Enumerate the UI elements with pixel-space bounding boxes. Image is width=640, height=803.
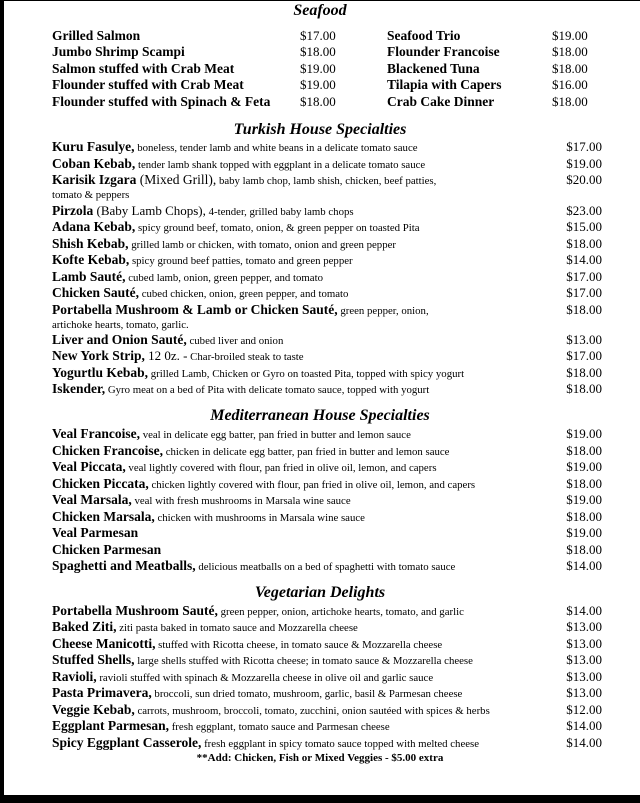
menu-item-description: green pepper, onion, artichoke hearts, tomato, and garlic xyxy=(217,606,464,618)
menu-item xyxy=(52,685,602,701)
menu-item-description: Char-broiled steak to taste xyxy=(187,351,304,363)
menu-item xyxy=(52,542,602,558)
menu-item-description: carrots, mushroom, broccoli, tomato, zucchini, onion sautéed with spices & herbs xyxy=(134,705,490,717)
menu-item-price: $13.00 xyxy=(566,332,602,347)
menu-item xyxy=(52,558,602,574)
menu-item-price: $14.00 xyxy=(566,252,602,267)
seafood-item-name: Flounder stuffed with Crab Meat xyxy=(52,77,244,92)
add-on-note: **Add: Chicken, Fish or Mixed Veggies - $5.00 extra xyxy=(196,752,444,764)
menu-item-price: $18.00 xyxy=(566,365,602,380)
menu-item-description: cubed liver and onion xyxy=(186,335,284,347)
menu-item-price: $18.00 xyxy=(566,542,602,557)
menu-item-description: baby lamb chop, lamb shish, chicken, beef patties, xyxy=(216,175,437,187)
top-border xyxy=(0,0,640,1)
seafood-item-price: $19.00 xyxy=(300,77,336,92)
seafood-item-name: Flounder stuffed with Spinach & Feta xyxy=(52,94,271,109)
menu-item-name: Adana Kebab, xyxy=(52,219,136,234)
menu-item-description: veal in delicate egg batter, pan fried in butter and lemon sauce xyxy=(140,429,411,441)
menu-item-name: New York Strip, xyxy=(52,348,145,363)
menu-item-name: Veal Piccata, xyxy=(52,459,126,474)
menu-item xyxy=(52,203,602,219)
section-title-vegetarian: Vegetarian Delights xyxy=(254,584,386,601)
menu-item xyxy=(52,525,602,541)
menu-item xyxy=(52,172,602,188)
menu-item-name: Portabella Mushroom Sauté, xyxy=(52,603,218,618)
menu-item-name: Yogurtlu Kebab, xyxy=(52,365,149,380)
menu-item-name: Chicken Sauté, xyxy=(52,285,140,300)
menu-item xyxy=(52,603,602,619)
seafood-item-price: $18.00 xyxy=(300,94,336,109)
seafood-item-name: Blackened Tuna xyxy=(387,61,480,76)
menu-item xyxy=(52,365,602,381)
menu-item-price: $17.00 xyxy=(566,285,602,300)
menu-item-name: Coban Kebab, xyxy=(52,156,136,171)
menu-item-price: $13.00 xyxy=(566,619,602,634)
menu-item-price: $17.00 xyxy=(566,348,602,363)
menu-item-description: chicken lightly covered with flour, pan fried in olive oil, lemon, and capers xyxy=(148,479,476,491)
menu-item-name: Spicy Eggplant Casserole, xyxy=(52,735,202,750)
menu-item-price: $19.00 xyxy=(566,525,602,540)
menu-item xyxy=(52,332,602,348)
menu-item-description: ravioli stuffed with spinach & Mozzarella cheese in olive oil and garlic sauce xyxy=(96,672,434,684)
seafood-item-name: Salmon stuffed with Crab Meat xyxy=(52,61,235,76)
seafood-item-name: Grilled Salmon xyxy=(52,28,141,43)
menu-item-name: Ravioli, xyxy=(52,669,97,684)
seafood-item-name: Flounder Francoise xyxy=(387,44,500,59)
menu-item-price: $20.00 xyxy=(566,172,602,187)
menu-item-description: veal lightly covered with flour, pan fried in olive oil, lemon, and capers xyxy=(125,462,437,474)
menu-item xyxy=(52,252,602,268)
menu-item xyxy=(52,348,602,364)
menu-item-description: broccoli, sun dried tomato, mushroom, garlic, basil & Parmesan cheese xyxy=(151,688,463,700)
menu-item-description: boneless, tender lamb and white beans in a delicate tomato sauce xyxy=(134,142,418,154)
menu-item-price: $14.00 xyxy=(566,603,602,618)
menu-item-description: grilled lamb or chicken, with tomato, onion and green pepper xyxy=(128,239,396,251)
menu-item-price: $19.00 xyxy=(566,492,602,507)
menu-item-price: $14.00 xyxy=(566,735,602,750)
menu-item xyxy=(52,219,602,235)
menu-item-description: green pepper, onion, xyxy=(337,305,429,317)
menu-item-price: $19.00 xyxy=(566,156,602,171)
menu-item-description: 4-tender, grilled baby lamb chops xyxy=(205,206,354,218)
menu-item-name: Chicken Francoise, xyxy=(52,443,163,458)
menu-item-price: $13.00 xyxy=(566,685,602,700)
menu-item-price: $18.00 xyxy=(566,236,602,251)
menu-item-name: Kofte Kebab, xyxy=(52,252,130,267)
menu-item-name: Iskender, xyxy=(52,381,106,396)
menu-item-description: Gyro meat on a bed of Pita with delicate tomato sauce, topped with yogurt xyxy=(105,384,430,396)
menu-item-price: $17.00 xyxy=(566,139,602,154)
menu-item xyxy=(52,702,602,718)
menu-item-price: $23.00 xyxy=(566,203,602,218)
menu-item-price: $18.00 xyxy=(566,302,602,317)
menu-item-description: stuffed with Ricotta cheese, in tomato sauce & Mozzarella cheese xyxy=(155,639,443,651)
seafood-item-name: Crab Cake Dinner xyxy=(387,94,495,109)
menu-item-name: Baked Ziti, xyxy=(52,619,117,634)
menu-item xyxy=(52,669,602,685)
seafood-item-price: $18.00 xyxy=(552,61,588,76)
menu-item-name: Veggie Kebab, xyxy=(52,702,135,717)
seafood-item-name: Seafood Trio xyxy=(387,28,461,43)
menu-item-name: Portabella Mushroom & Lamb or Chicken Sauté, xyxy=(52,302,338,317)
menu-item-description-continued: artichoke hearts, tomato, garlic. xyxy=(52,319,189,331)
menu-item xyxy=(52,735,602,751)
menu-item-description: cubed chicken, onion, green pepper, and tomato xyxy=(139,288,349,300)
menu-item-description: fresh eggplant in spicy tomato sauce topped with melted cheese xyxy=(201,738,480,750)
menu-item-name-suffix: (Baby Lamb Chops), xyxy=(93,203,206,218)
menu-item-description: large shells stuffed with Ricotta cheese; in tomato sauce & Mozzarella cheese xyxy=(134,655,473,667)
menu-item xyxy=(52,381,602,397)
bottom-border xyxy=(0,795,640,803)
menu-item-description-continued: tomato & peppers xyxy=(52,189,130,201)
menu-item xyxy=(52,636,602,652)
menu-item-name-suffix: 12 0z. - xyxy=(144,348,188,363)
seafood-item-price: $16.00 xyxy=(552,77,588,92)
menu-item xyxy=(52,492,602,508)
menu-item-name: Karisik Izgara xyxy=(52,172,137,187)
menu-item-description: ziti pasta baked in tomato sauce and Mozzarella cheese xyxy=(116,622,358,634)
menu-item xyxy=(52,718,602,734)
menu-item-name: Chicken Piccata, xyxy=(52,476,149,491)
menu-item-price: $19.00 xyxy=(566,426,602,441)
menu-item-price: $18.00 xyxy=(566,443,602,458)
seafood-item-price: $18.00 xyxy=(300,44,336,59)
menu-item-description: spicy ground beef patties, tomato and green pepper xyxy=(129,255,353,267)
menu-item-description: veal with fresh mushrooms in Marsala wine sauce xyxy=(131,495,351,507)
section-title-seafood: Seafood xyxy=(293,2,347,19)
menu-item-name: Liver and Onion Sauté, xyxy=(52,332,187,347)
seafood-item-price: $18.00 xyxy=(552,44,588,59)
menu-item xyxy=(52,509,602,525)
menu-item-name: Eggplant Parmesan, xyxy=(52,718,170,733)
menu-item xyxy=(52,476,602,492)
seafood-item-price: $17.00 xyxy=(300,28,336,43)
menu-item-name: Veal Francoise, xyxy=(52,426,140,441)
menu-item-name: Stuffed Shells, xyxy=(52,652,135,667)
menu-item-name: Veal Marsala, xyxy=(52,492,132,507)
menu-item-description: delicious meatballs on a bed of spaghetti with tomato sauce xyxy=(195,561,456,573)
menu-item-name: Chicken Parmesan xyxy=(52,542,162,557)
menu-item xyxy=(52,443,602,459)
menu-item-price: $12.00 xyxy=(566,702,602,717)
menu-item-price: $19.00 xyxy=(566,459,602,474)
menu-item-price: $13.00 xyxy=(566,636,602,651)
menu-item-price: $18.00 xyxy=(566,476,602,491)
menu-item-price: $15.00 xyxy=(566,219,602,234)
menu-item xyxy=(52,302,602,318)
seafood-item-name: Tilapia with Capers xyxy=(387,77,502,92)
menu-item-description: chicken with mushrooms in Marsala wine sauce xyxy=(154,512,365,524)
menu-item xyxy=(52,459,602,475)
menu-item-description: grilled Lamb, Chicken or Gyro on toasted Pita, topped with spicy yogurt xyxy=(148,368,465,380)
menu-item-name: Pasta Primavera, xyxy=(52,685,152,700)
seafood-item-name: Jumbo Shrimp Scampi xyxy=(52,44,185,59)
menu-item xyxy=(52,156,602,172)
seafood-item-price: $19.00 xyxy=(552,28,588,43)
menu-item-name: Cheese Manicotti, xyxy=(52,636,156,651)
menu-item xyxy=(52,652,602,668)
menu-item-name: Kuru Fasulye, xyxy=(52,139,135,154)
menu-item-price: $17.00 xyxy=(566,269,602,284)
menu-item xyxy=(52,236,602,252)
menu-item-description: spicy ground beef, tomato, onion, & green pepper on toasted Pita xyxy=(135,222,420,234)
menu-item-price: $14.00 xyxy=(566,718,602,733)
menu-item xyxy=(52,285,602,301)
menu-item-price: $14.00 xyxy=(566,558,602,573)
menu-item-name: Chicken Marsala, xyxy=(52,509,155,524)
menu-item-name: Pirzola xyxy=(52,203,94,218)
menu-item xyxy=(52,426,602,442)
menu-item xyxy=(52,139,602,155)
menu-item-price: $13.00 xyxy=(566,669,602,684)
menu-item-name: Veal Parmesan xyxy=(52,525,139,540)
menu-item-price: $18.00 xyxy=(566,509,602,524)
menu-item-description: tender lamb shank topped with eggplant in a delicate tomato sauce xyxy=(135,159,426,171)
menu-item-price: $18.00 xyxy=(566,381,602,396)
section-title-turkish: Turkish House Specialties xyxy=(233,121,407,138)
menu-item-description: chicken in delicate egg batter, pan fried in butter and lemon sauce xyxy=(163,446,450,458)
seafood-item-price: $19.00 xyxy=(300,61,336,76)
menu-item xyxy=(52,269,602,285)
menu-item xyxy=(52,619,602,635)
menu-item-name: Shish Kebab, xyxy=(52,236,129,251)
menu-item-description: fresh eggplant, tomato sauce and Parmesan cheese xyxy=(169,721,390,733)
menu-item-price: $13.00 xyxy=(566,652,602,667)
menu-item-name: Spaghetti and Meatballs, xyxy=(52,558,196,573)
menu-item-name: Lamb Sauté, xyxy=(52,269,126,284)
menu-item-name-suffix: (Mixed Grill), xyxy=(136,172,217,187)
menu-item-description: cubed lamb, onion, green pepper, and tomato xyxy=(125,272,323,284)
seafood-item-price: $18.00 xyxy=(552,94,588,109)
section-title-mediterranean: Mediterranean House Specialties xyxy=(210,407,430,424)
